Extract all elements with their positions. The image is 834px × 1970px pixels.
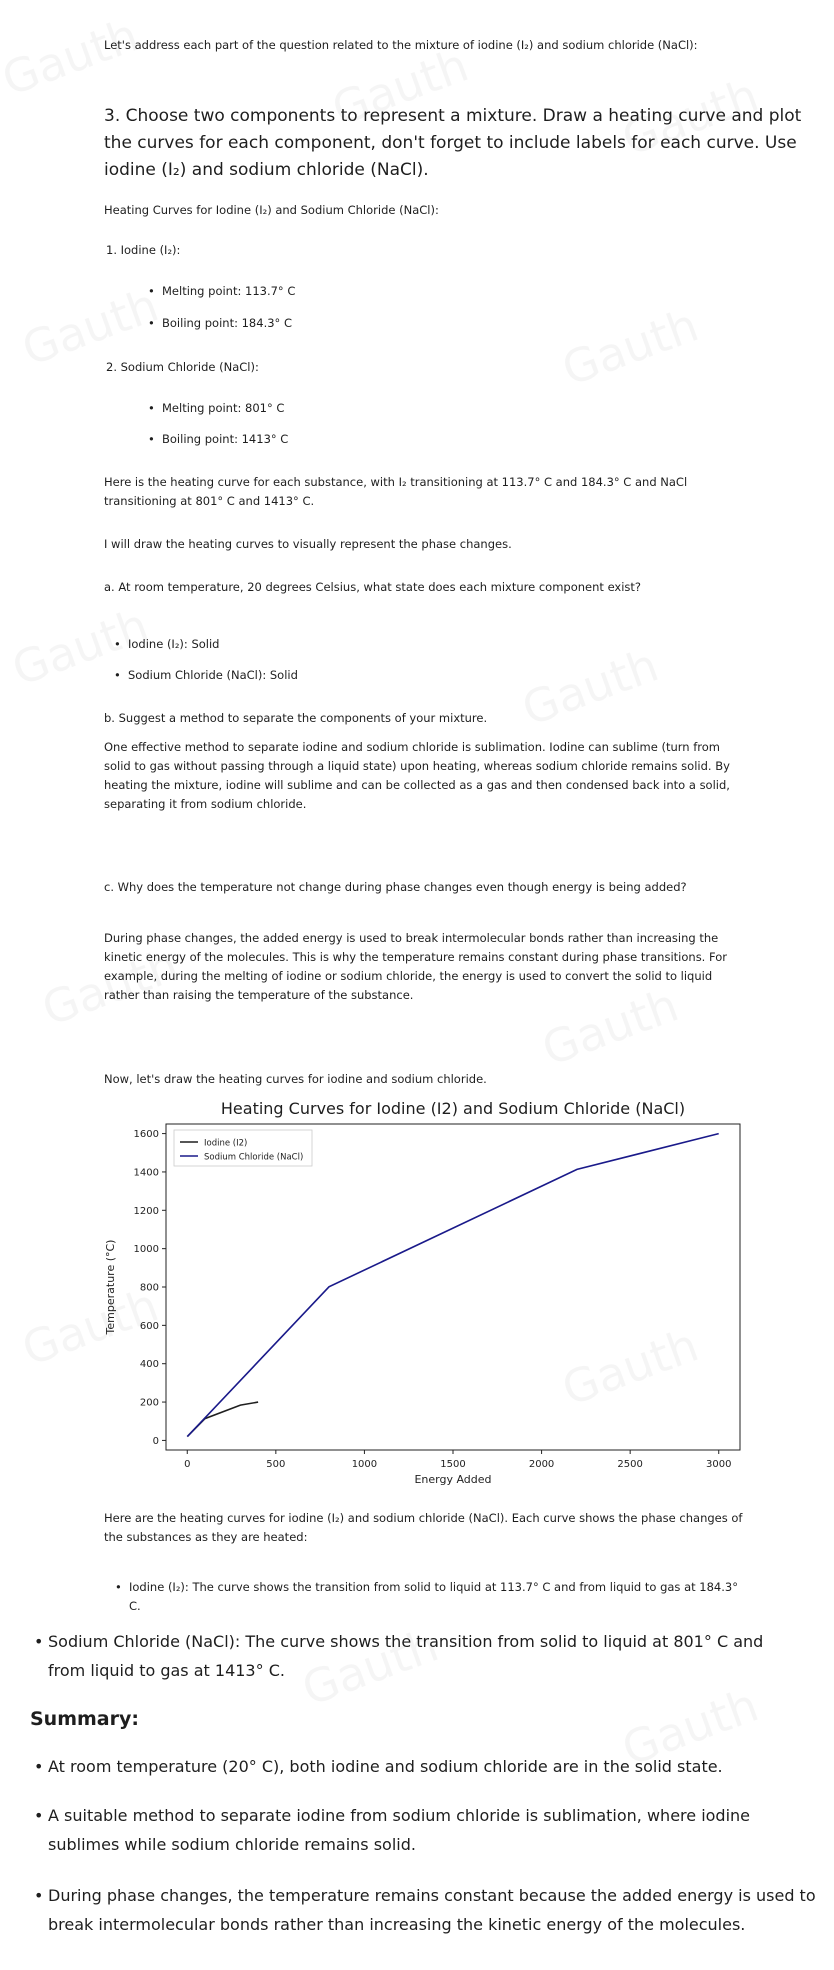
intro-text: Let's address each part of the question related to the mixture of iodine (I₂) and sodium chloride (NaCl): xyxy=(104,38,698,52)
nacl-title: 2. Sodium Chloride (NaCl): xyxy=(106,360,259,374)
curve-nacl-text: • Sodium Chloride (NaCl): The curve shows the transition from solid to liquid at 801° C and from liquid to gas at 1413° C. xyxy=(48,1627,778,1685)
curves-heading: Heating Curves for Iodine (I₂) and Sodium Chloride (NaCl): xyxy=(104,203,439,217)
summary-title: Summary: xyxy=(30,1708,139,1730)
y-tick-label: 200 xyxy=(139,1397,159,1409)
x-tick-label: 1500 xyxy=(440,1459,466,1470)
part-b-answer: One effective method to separate iodine and sodium chloride is sublimation. Iodine can sublime (turn from solid to gas without passing through a liquid state) upon heating, whereas sodium chloride remains solid. By heating the mixture, iodine will sublime and can be collected as a gas and then condensed back into a solid, separating it from sodium chloride. xyxy=(104,740,730,811)
x-tick-label: 0 xyxy=(184,1459,191,1470)
chart-title: Heating Curves for Iodine (I2) and Sodium Chloride (NaCl) xyxy=(220,1099,686,1118)
iodine-boiling: • Boiling point: 184.3° C xyxy=(162,314,292,333)
summary-item: • During phase changes, the temperature remains constant because the added energy is used to break intermolecular bonds rather than increasing the kinetic energy of the molecules. xyxy=(48,1881,818,1939)
heating-curve-chart xyxy=(100,1090,760,1490)
part-c-question: c. Why does the temperature not change during phase changes even though energy is being added? xyxy=(104,880,687,894)
transition-text: Here is the heating curve for each substance, with I₂ transitioning at 113.7° C and 184.3° C and NaCl transitioning at 801° C and 1413° C. xyxy=(104,475,688,508)
y-tick-label: 1000 xyxy=(133,1244,159,1256)
draw-text: I will draw the heating curves to visually represent the phase changes. xyxy=(104,537,512,551)
legend-label: Sodium Chloride (NaCl) xyxy=(204,1152,304,1163)
now-text: Now, let's draw the heating curves for iodine and sodium chloride. xyxy=(104,1072,487,1086)
iodine-melting: • Melting point: 113.7° C xyxy=(162,282,295,301)
summary-item: • At room temperature (20° C), both iodine and sodium chloride are in the solid state. xyxy=(48,1752,828,1781)
y-tick-label: 0 xyxy=(152,1435,159,1447)
curve-iodine-text: • Iodine (I₂): The curve shows the transition from solid to liquid at 113.7° C and from liquid to gas at 184.3° C. xyxy=(129,1578,744,1616)
y-axis-label: Temperature (°C) xyxy=(104,1239,117,1335)
series-line-0 xyxy=(187,1402,258,1437)
part-a-iodine: • Iodine (I₂): Solid xyxy=(128,635,219,654)
watermark xyxy=(555,298,705,397)
nacl-boiling: • Boiling point: 1413° C xyxy=(162,430,288,449)
y-tick-label: 800 xyxy=(139,1282,159,1294)
part-a-question: a. At room temperature, 20 degrees Celsius, what state does each mixture component exist? xyxy=(104,580,642,594)
summary-item: • A suitable method to separate iodine from sodium chloride is sublimation, where iodine sublimes while sodium chloride remains solid. xyxy=(48,1801,788,1859)
plot-frame xyxy=(166,1124,740,1450)
question-text: 3. Choose two components to represent a mixture. Draw a heating curve and plot the curves for each component, don't forget to include labels for each curve. Use iodine (I₂) and sodium chloride (NaCl). xyxy=(104,106,802,180)
x-tick-label: 500 xyxy=(266,1459,286,1470)
nacl-melting: • Melting point: 801° C xyxy=(162,399,284,418)
x-tick-label: 3000 xyxy=(706,1459,732,1470)
legend-label: Iodine (I2) xyxy=(204,1138,248,1149)
x-tick-label: 1000 xyxy=(351,1459,378,1470)
x-tick-label: 2000 xyxy=(528,1459,555,1470)
part-a-nacl: • Sodium Chloride (NaCl): Solid xyxy=(128,666,298,685)
x-axis-label: Energy Added xyxy=(414,1473,492,1486)
y-tick-label: 400 xyxy=(139,1359,159,1371)
y-tick-label: 1200 xyxy=(133,1205,159,1217)
series-line-1 xyxy=(187,1134,718,1437)
after-chart-text: Here are the heating curves for iodine (I₂) and sodium chloride (NaCl). Each curve shows the phase changes of the substances as they are heated: xyxy=(104,1511,743,1544)
x-tick-label: 2500 xyxy=(617,1459,643,1470)
watermark xyxy=(0,8,145,107)
y-tick-label: 1400 xyxy=(133,1167,159,1179)
y-tick-label: 600 xyxy=(139,1320,159,1332)
y-tick-label: 1600 xyxy=(133,1129,159,1141)
part-c-answer: During phase changes, the added energy is used to break intermolecular bonds rather than increasing the kinetic energy of the molecules. This is why the temperature remains constant during phase transitions. For example, during the melting of iodine or sodium chloride, the energy is used to convert the solid to liquid rather than raising the temperature of the substance. xyxy=(104,931,727,1002)
part-b-question: b. Suggest a method to separate the components of your mixture. xyxy=(104,711,488,725)
iodine-title: 1. Iodine (I₂): xyxy=(106,243,181,257)
